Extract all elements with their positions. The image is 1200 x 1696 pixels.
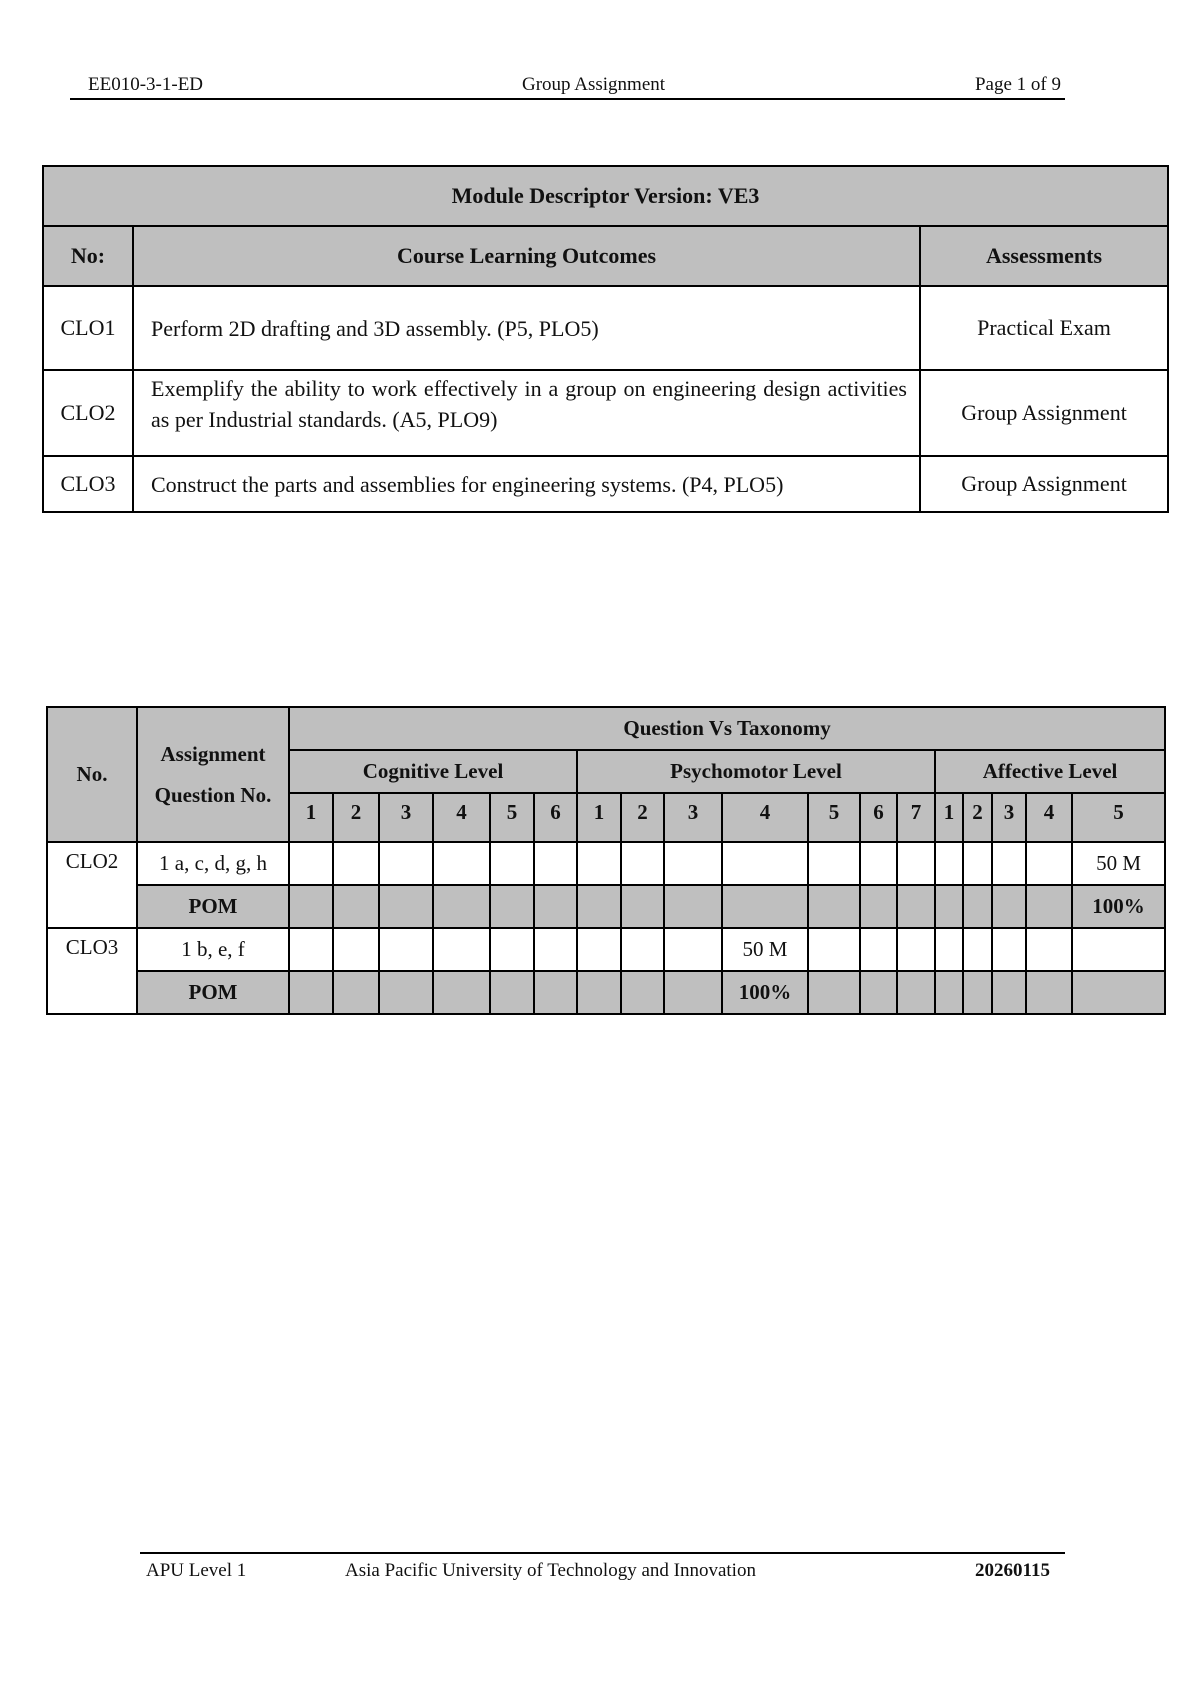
cognitive-level-3: 3 [379, 793, 433, 842]
clo-no: CLO1 [43, 286, 133, 370]
clo-header-no: No: [43, 226, 133, 286]
tax-table-title: Question Vs Taxonomy [289, 707, 1165, 750]
tax-header-question: Assignment Question No. [137, 707, 289, 842]
affective-level-1: 1 [935, 793, 963, 842]
table-row [47, 928, 1165, 971]
clo-assessment: Group Assignment [920, 370, 1168, 456]
clo-assessment: Group Assignment [920, 456, 1168, 512]
cognitive-level-6: 6 [534, 793, 577, 842]
page-footer [140, 1552, 1065, 1584]
tax-clo: CLO2 [47, 842, 137, 928]
clo-header-assessments: Assessments [920, 226, 1168, 286]
pom-value: 100% [1072, 885, 1165, 928]
clo-table-title: Module Descriptor Version: VE3 [43, 166, 1168, 226]
pom-value: 100% [722, 971, 808, 1014]
affective-level-header: Affective Level [935, 750, 1165, 793]
tax-header-no: No. [47, 707, 137, 842]
pom-label: POM [137, 885, 289, 928]
pom-label: POM [137, 971, 289, 1014]
psychomotor-level-6: 6 [860, 793, 897, 842]
table-row [47, 842, 1165, 885]
document-type: Group Assignment [522, 74, 666, 95]
tax-clo: CLO3 [47, 928, 137, 1014]
tax-mark: 50 M [722, 928, 808, 971]
clo-table [42, 165, 1169, 513]
affective-level-2: 2 [963, 793, 992, 842]
footer-level: APU Level 1 [146, 1560, 247, 1581]
footer-institution: Asia Pacific University of Technology and Innovation [345, 1560, 756, 1581]
table-row [47, 971, 1165, 1014]
clo-outcome: Exemplify the ability to work effectively in a group on engineering design activities as per Industrial standards. (A5, PLO9) [133, 370, 920, 456]
table-row [47, 885, 1165, 928]
clo-row [43, 456, 1168, 512]
cognitive-level-2: 2 [333, 793, 379, 842]
cognitive-level-4: 4 [433, 793, 490, 842]
affective-level-4: 4 [1026, 793, 1072, 842]
clo-assessment: Practical Exam [920, 286, 1168, 370]
footer-code: 20260115 [975, 1560, 1050, 1581]
tax-question: 1 b, e, f [137, 928, 289, 971]
affective-level-3: 3 [992, 793, 1026, 842]
clo-row [43, 286, 1168, 370]
page-number: Page 1 of 9 [974, 74, 1061, 95]
affective-level-5: 5 [1072, 793, 1165, 842]
clo-no: CLO2 [43, 370, 133, 456]
cognitive-level-1: 1 [289, 793, 333, 842]
psychomotor-level-7: 7 [897, 793, 935, 842]
psychomotor-level-2: 2 [621, 793, 664, 842]
page-header [70, 72, 1065, 100]
psychomotor-level-header: Psychomotor Level [577, 750, 935, 793]
cognitive-level-5: 5 [490, 793, 534, 842]
clo-row [43, 370, 1168, 456]
clo-outcome: Perform 2D drafting and 3D assembly. (P5, PLO5) [133, 286, 920, 370]
tax-mark: 50 M [1072, 842, 1165, 885]
taxonomy-table [46, 706, 1166, 1015]
clo-no: CLO3 [43, 456, 133, 512]
module-code: EE010-3-1-ED [88, 74, 204, 95]
psychomotor-level-4: 4 [722, 793, 808, 842]
cognitive-level-header: Cognitive Level [289, 750, 577, 793]
tax-question: 1 a, c, d, g, h [137, 842, 289, 885]
clo-outcome: Construct the parts and assemblies for engineering systems. (P4, PLO5) [133, 456, 920, 512]
clo-header-outcomes: Course Learning Outcomes [133, 226, 920, 286]
psychomotor-level-3: 3 [664, 793, 722, 842]
psychomotor-level-5: 5 [808, 793, 860, 842]
psychomotor-level-1: 1 [577, 793, 621, 842]
